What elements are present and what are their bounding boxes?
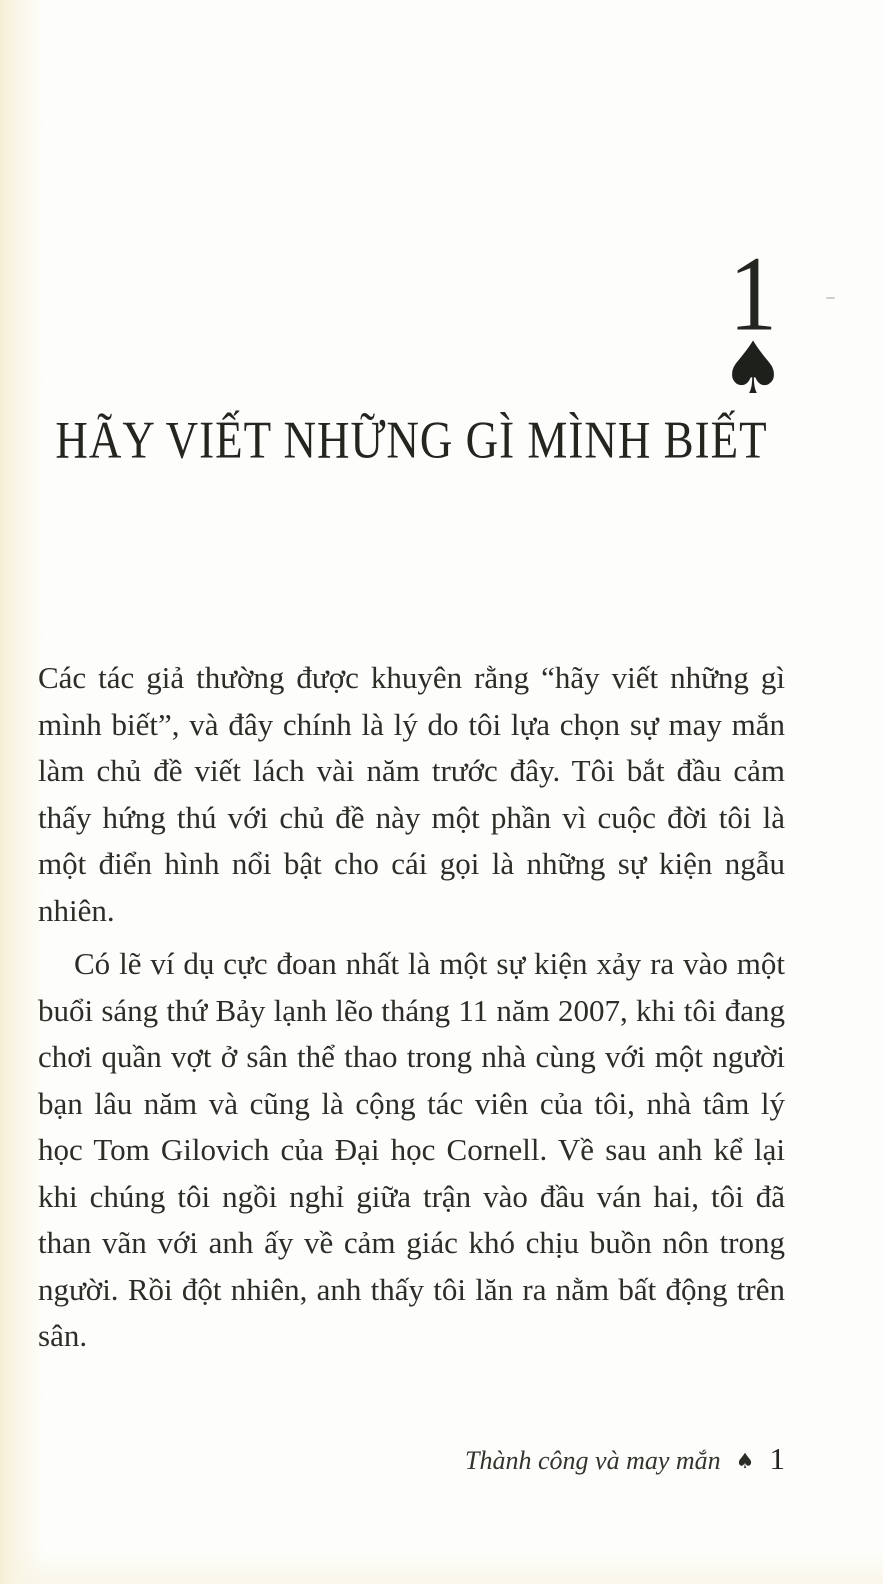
spade-icon: ♠ bbox=[720, 326, 786, 410]
paragraph-1: Các tác giả thường được khuyên rằng “hãy viết những gì mình biết”, và đây chính là lý do tôi lựa chọn sự may mắn làm chủ đề viết lách vài năm trước đây. Tôi bắt đầu cảm thấy hứng thú với chủ đề này một phần vì cuộc đời tôi là một điển hình nổi bật cho cái gọi là những sự kiện ngẫu nhiên. bbox=[38, 660, 785, 928]
spade-icon: ♠ bbox=[735, 1449, 755, 1473]
chapter-title: HÃY VIẾT NHỮNG GÌ MÌNH BIẾT bbox=[55, 410, 768, 470]
running-book-title: Thành công và may mắn bbox=[465, 1446, 721, 1475]
chapter-number: 1 bbox=[729, 233, 777, 354]
paragraph-2: Có lẽ ví dụ cực đoan nhất là một sự kiện xảy ra vào một buổi sáng thứ Bảy lạnh lẽo tháng 11 năm 2007, khi tôi đang chơi quần vợt ở sân thể thao trong nhà cùng với một người bạn lâu năm và cũng là cộng tác viên của tôi, nhà tâm lý học Tom Gilovich của Đại học Cornell. Về sau anh kể lại khi chúng tôi ngồi nghỉ giữa trận vào đầu ván hai, tôi đã than vãn với anh ấy về cảm giác khó chịu buồn nôn trong người. Rồi đột nhiên, anh thấy tôi lăn ra nằm bất động trên sân. bbox=[38, 946, 785, 1353]
page-number: 1 bbox=[769, 1441, 785, 1476]
scan-artifact bbox=[826, 297, 835, 299]
chapter-ornament bbox=[678, 233, 828, 410]
body-text bbox=[38, 655, 785, 1360]
page-footer bbox=[465, 1441, 785, 1477]
